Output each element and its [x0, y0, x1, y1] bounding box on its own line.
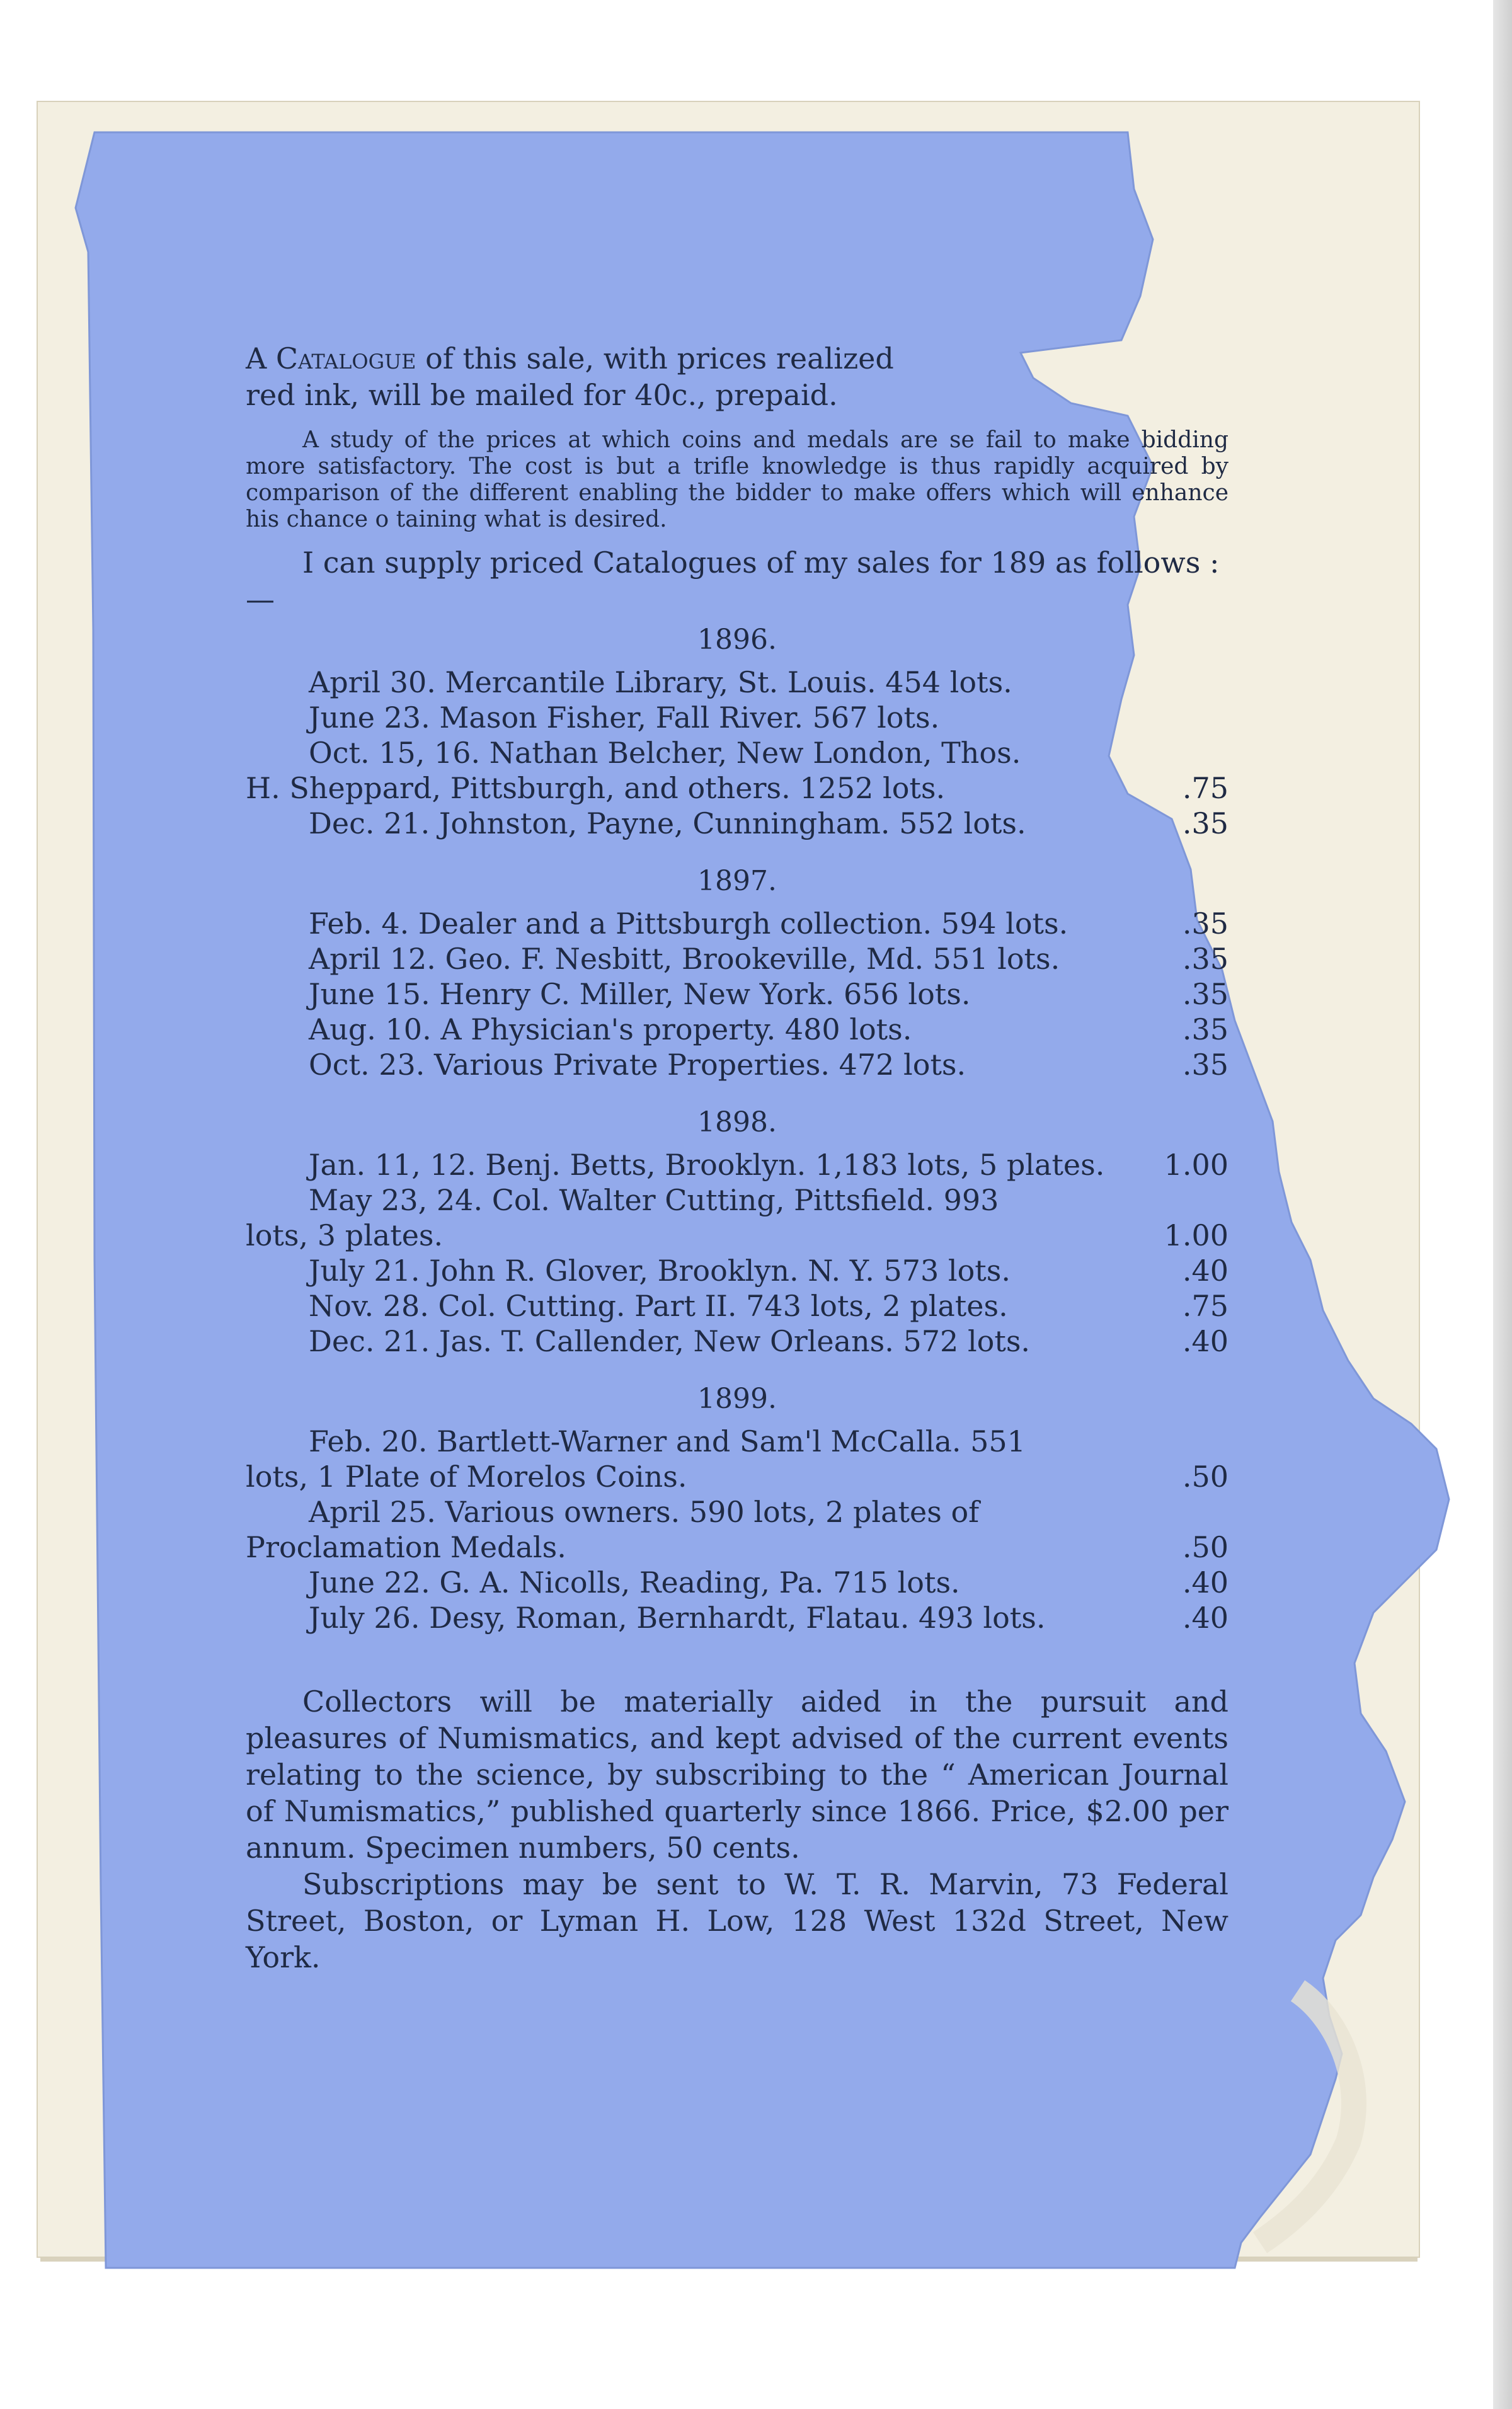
sale-price	[1153, 700, 1228, 735]
sale-entry	[246, 976, 1228, 1012]
sale-price: .35	[1182, 1012, 1228, 1046]
sale-entry	[246, 665, 1228, 700]
sale-price	[1153, 1424, 1228, 1459]
sale-price	[1153, 1494, 1228, 1530]
sale-description: July 26. Desy, Roman, Bernhardt, Flatau. 493 lots.	[309, 1601, 1046, 1635]
sale-entry	[246, 1012, 1228, 1047]
sale-entry	[246, 1459, 1228, 1494]
sale-description: Dec. 21. Johnston, Payne, Cunningham. 552 lots.	[309, 806, 1026, 840]
heading-rest: of this sale, with prices realized	[416, 341, 894, 375]
sale-description: June 23. Mason Fisher, Fall River. 567 lots.	[309, 701, 940, 735]
cover-text	[246, 340, 1228, 1976]
sale-entry	[246, 1182, 1228, 1218]
sale-entry	[246, 1600, 1228, 1635]
section-gap	[246, 1082, 1228, 1100]
year-heading: 1899.	[697, 1383, 777, 1415]
sale-entry	[246, 906, 1228, 941]
sale-description: Nov. 28. Col. Cutting. Part II. 743 lots, 2 plates.	[309, 1289, 1008, 1323]
sale-entry	[246, 770, 1228, 806]
sale-entry	[246, 1494, 1228, 1530]
heading	[246, 340, 1228, 413]
sale-description: April 25. Various owners. 590 lots, 2 plates of	[309, 1495, 980, 1529]
sale-entry	[246, 1288, 1228, 1324]
sale-price: 1.00	[1164, 1218, 1228, 1252]
section-gap	[246, 1359, 1228, 1376]
section-gap	[246, 841, 1228, 859]
sale-description: June 22. G. A. Nicolls, Reading, Pa. 715 lots.	[309, 1565, 960, 1599]
sale-entry	[246, 1147, 1228, 1182]
sale-price: .75	[1182, 1289, 1228, 1323]
sale-price: .40	[1182, 1601, 1228, 1635]
sale-price: .35	[1182, 806, 1228, 840]
sale-entry	[246, 941, 1228, 976]
sale-entry	[246, 1253, 1228, 1288]
sale-price: 1.00	[1164, 1148, 1228, 1182]
sale-entry	[246, 735, 1228, 770]
sale-description: Aug. 10. A Physician's property. 480 lots.	[309, 1012, 912, 1046]
sale-description: April 12. Geo. F. Nesbitt, Brookeville, Md. 551 lots.	[309, 942, 1060, 976]
sale-price: .50	[1182, 1530, 1228, 1564]
sale-entry	[246, 700, 1228, 735]
sale-price	[1153, 735, 1228, 770]
sale-price: .75	[1182, 771, 1228, 805]
sale-description: Oct. 23. Various Private Properties. 472 lots.	[309, 1048, 966, 1082]
sale-price: .40	[1182, 1565, 1228, 1599]
supply-paragraph: I can supply priced Catalogues of my sales for 189 as follows : —	[246, 546, 1220, 616]
sale-price: .40	[1182, 1324, 1228, 1358]
sale-price: .35	[1182, 1048, 1228, 1082]
sale-description: lots, 3 plates.	[246, 1218, 444, 1252]
sale-entry	[246, 806, 1228, 841]
sale-price: .35	[1182, 907, 1228, 941]
year-heading: 1898.	[697, 1106, 777, 1138]
year-heading: 1896.	[697, 624, 777, 656]
sale-description: Proclamation Medals.	[246, 1530, 566, 1564]
sale-description: Feb. 4. Dealer and a Pittsburgh collection. 594 lots.	[309, 907, 1068, 941]
sale-entry	[246, 1047, 1228, 1082]
sale-description: H. Sheppard, Pittsburgh, and others. 1252 lots.	[246, 771, 946, 805]
sale-entry	[246, 1424, 1228, 1459]
collectors-paragraph: Collectors will be materially aided in the pursuit and pleasures of Numismatics, and kept advised of the current events relating to the science, by subscribing to the “ American Journal of Numismatics,” published quarterly since 1866. Price, $2.00 per annum. Specimen numbers, 50 cents.	[246, 1685, 1228, 1865]
sale-entry	[246, 1324, 1228, 1359]
section-gap	[246, 1635, 1228, 1653]
study-paragraph: A study of the prices at which coins and medals are se fail to make bidding more satisfactory. The cost is but a trifle knowledge is thus rapidly acquired by comparison of the different enabling the bidder to make offers which will enhance his chance o taining what is desired.	[246, 427, 1228, 532]
subscriptions-paragraph: Subscriptions may be sent to W. T. R. Marvin, 73 Federal Street, Boston, or Lyman H. Low, 128 West 132d Street, New York.	[246, 1867, 1228, 1974]
sale-price: .35	[1182, 977, 1228, 1011]
heading-catalogue-word: Catalogue	[275, 341, 416, 375]
sale-description: May 23, 24. Col. Walter Cutting, Pittsfield. 993	[309, 1183, 999, 1217]
sale-description: lots, 1 Plate of Morelos Coins.	[246, 1460, 687, 1494]
sale-price: .40	[1182, 1254, 1228, 1288]
heading-line2: red ink, will be mailed for 40c., prepaid.	[246, 378, 838, 412]
sale-entry	[246, 1530, 1228, 1565]
sale-entry	[246, 1218, 1228, 1253]
sale-description: April 30. Mercantile Library, St. Louis. 454 lots.	[309, 665, 1012, 699]
sale-description: Feb. 20. Bartlett-Warner and Sam'l McCalla. 551	[309, 1424, 1026, 1458]
sale-description: June 15. Henry C. Miller, New York. 656 lots.	[309, 977, 971, 1011]
year-heading: 1897.	[697, 865, 777, 897]
heading-pre: A	[246, 341, 276, 375]
sales-list	[246, 624, 1228, 1653]
sale-description: Dec. 21. Jas. T. Callender, New Orleans. 572 lots.	[309, 1324, 1031, 1358]
sale-entry	[246, 1565, 1228, 1600]
sale-description: Oct. 15, 16. Nathan Belcher, New London, Thos.	[309, 736, 1021, 770]
sale-price: .35	[1182, 942, 1228, 976]
sale-price: .50	[1182, 1460, 1228, 1494]
sale-description: Jan. 11, 12. Benj. Betts, Brooklyn. 1,183 lots, 5 plates.	[309, 1148, 1105, 1182]
sale-description: July 21. John R. Glover, Brooklyn. N. Y. 573 lots.	[309, 1254, 1011, 1288]
sale-price	[1153, 665, 1228, 700]
sale-price	[1153, 1182, 1228, 1218]
